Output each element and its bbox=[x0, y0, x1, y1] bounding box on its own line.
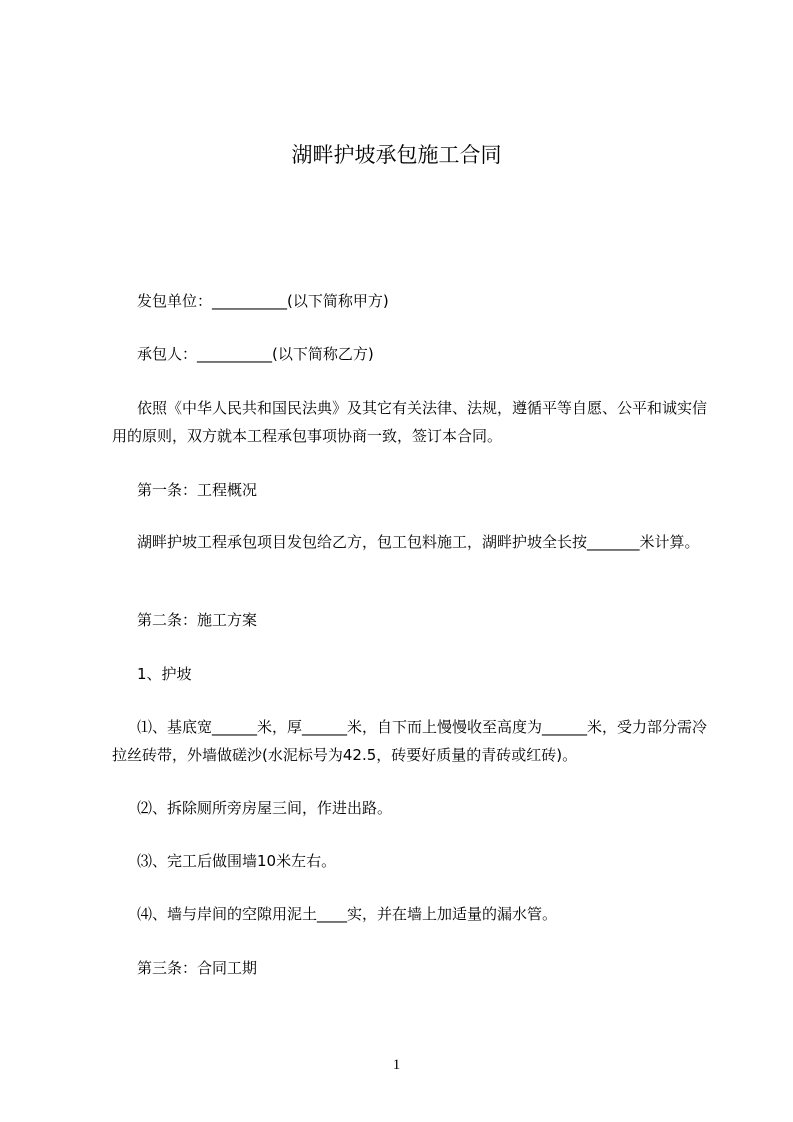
item-1-paragraph: ⑴、基底宽______米，厚______米，自下而上慢慢收至高度为______米，受力部分需冷拉丝砖带，外墙做磋沙(水泥标号为42.5，砖要好质量的青砖或红砖)。 bbox=[112, 718, 708, 764]
party-b-line: 承包人：__________(以下简称乙方) bbox=[137, 345, 374, 363]
item-2-paragraph: ⑵、拆除厕所旁房屋三间，作进出路。 bbox=[137, 799, 393, 817]
article-2-heading: 第二条：施工方案 bbox=[137, 611, 258, 629]
item-4-paragraph: ⑷、墙与岸间的空隙用泥土____实，并在墙上加适量的漏水管。 bbox=[137, 905, 558, 923]
article-3-heading: 第三条：合同工期 bbox=[137, 959, 258, 977]
page-number: 1 bbox=[392, 1057, 401, 1073]
section-1-heading: 1、护坡 bbox=[137, 665, 192, 683]
article-1-body: 湖畔护坡工程承包项目发包给乙方，包工包料施工，湖畔护坡全长按_______米计算。 bbox=[137, 533, 700, 551]
preamble-paragraph: 依照《中华人民共和国民法典》及其它有关法律、法规，遵循平等自愿、公平和诚实信用的原则，双方就本工程承包事项协商一致，签订本合同。 bbox=[112, 399, 708, 445]
item-3-paragraph: ⑶、完工后做围墙10米左右。 bbox=[137, 852, 337, 870]
party-a-line: 发包单位：__________(以下简称甲方) bbox=[137, 292, 389, 310]
article-1-heading: 第一条：工程概况 bbox=[137, 481, 258, 499]
document-title: 湖畔护坡承包施工合同 bbox=[291, 143, 502, 167]
